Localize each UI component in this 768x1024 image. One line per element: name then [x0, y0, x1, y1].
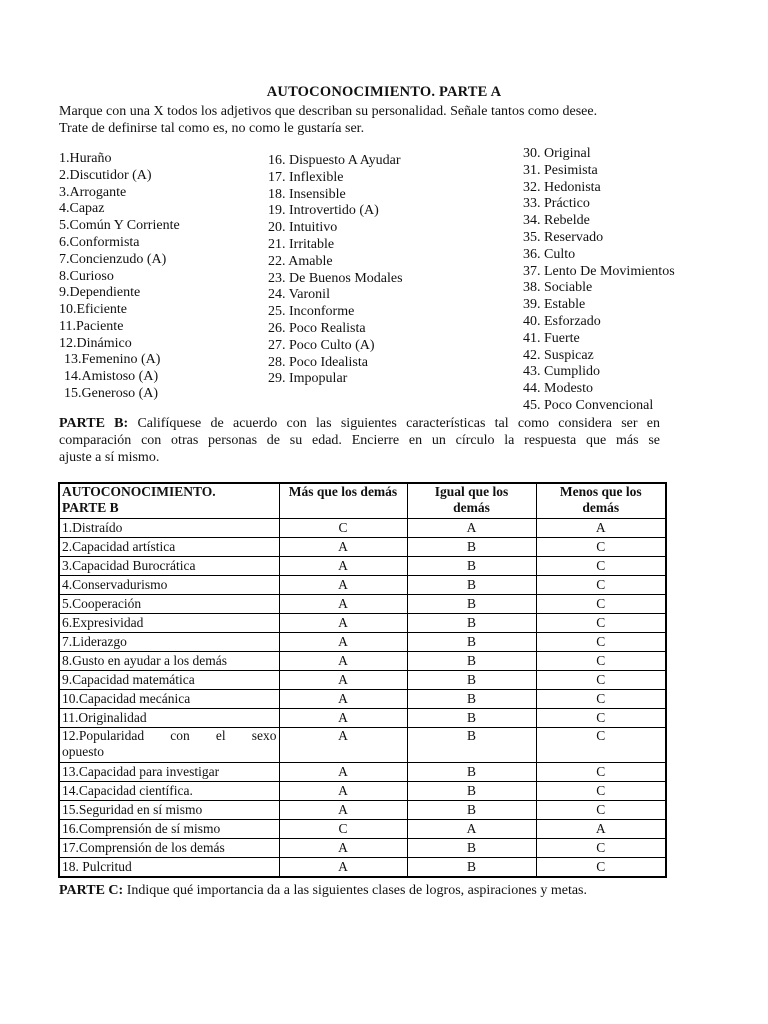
- adjective-item[interactable]: 16. Dispuesto A Ayudar: [268, 153, 401, 168]
- option-more[interactable]: A: [279, 709, 407, 728]
- option-same[interactable]: A: [407, 519, 536, 538]
- adjective-item[interactable]: 43. Cumplido: [523, 364, 601, 380]
- adjective-item[interactable]: 45. Poco Convencional: [523, 397, 654, 413]
- option-less[interactable]: A: [536, 519, 666, 538]
- adjective-item[interactable]: 29. Impopular: [268, 371, 348, 387]
- table-row: [59, 614, 666, 633]
- header-less-than-others: Menos que los demás: [536, 483, 666, 519]
- adjective-item[interactable]: 30. Original: [523, 146, 591, 161]
- option-less[interactable]: C: [536, 652, 666, 671]
- adjective-item[interactable]: 1.Huraño: [59, 151, 112, 166]
- option-less[interactable]: C: [536, 671, 666, 690]
- table-row: [59, 671, 666, 690]
- trait-label: 3.Capacidad Burocrática: [59, 557, 279, 576]
- option-less[interactable]: C: [536, 690, 666, 709]
- adjective-item[interactable]: 22. Amable: [268, 253, 333, 269]
- table-header-row: [59, 483, 666, 519]
- option-less[interactable]: C: [536, 858, 666, 878]
- option-less[interactable]: C: [536, 557, 666, 576]
- header-self-knowledge: AUTOCONOCIMIENTO. PARTE B: [59, 483, 279, 519]
- table-row: [59, 709, 666, 728]
- intro-line-2: Trate de definirse tal como es, no como le gustaría ser.: [59, 121, 365, 136]
- trait-label: 9.Capacidad matemática: [59, 671, 279, 690]
- intro-line-1: Marque con una X todos los adjetivos que describan su personalidad. Señale tantos como desee.: [59, 104, 598, 119]
- option-more[interactable]: A: [279, 858, 407, 878]
- part-b-instructions: [59, 415, 660, 466]
- table-row: [59, 801, 666, 820]
- adjective-item[interactable]: 25. Inconforme: [268, 304, 355, 320]
- part-c-instructions: [59, 882, 709, 899]
- trait-label: 18. Pulcritud: [59, 858, 279, 878]
- adjective-item[interactable]: 38. Sociable: [523, 280, 593, 296]
- part-b-line-3: ajuste a sí mismo.: [59, 450, 160, 465]
- page-title: AUTOCONOCIMIENTO. PARTE A: [266, 84, 502, 100]
- option-more[interactable]: A: [279, 595, 407, 614]
- option-same[interactable]: B: [407, 652, 536, 671]
- trait-label: 8.Gusto en ayudar a los demás: [59, 652, 279, 671]
- adjective-item[interactable]: 34. Rebelde: [523, 213, 590, 229]
- table-row: [59, 690, 666, 709]
- table-row: [59, 557, 666, 576]
- option-more[interactable]: A: [279, 690, 407, 709]
- table-row: [59, 820, 666, 839]
- adjective-item[interactable]: 6.Conformista: [59, 234, 140, 250]
- table-row: [59, 576, 666, 595]
- trait-label: 7.Liderazgo: [59, 633, 279, 652]
- option-same[interactable]: B: [407, 839, 536, 858]
- adjective-item[interactable]: 9.Dependiente: [59, 285, 141, 301]
- option-same[interactable]: B: [407, 595, 536, 614]
- table-row: [59, 652, 666, 671]
- trait-label: 6.Expresividad: [59, 614, 279, 633]
- option-same[interactable]: B: [407, 538, 536, 557]
- table-row: [59, 519, 666, 538]
- option-less[interactable]: A: [536, 820, 666, 839]
- adjective-column-3: [523, 146, 675, 415]
- option-less[interactable]: C: [536, 782, 666, 801]
- trait-label: 11.Originalidad: [59, 709, 279, 728]
- trait-label: 14.Capacidad científica.: [59, 782, 279, 801]
- option-more[interactable]: A: [279, 763, 407, 782]
- table-row: [59, 858, 666, 878]
- adjective-item[interactable]: 28. Poco Idealista: [268, 354, 368, 370]
- table-row: [59, 595, 666, 614]
- option-same[interactable]: A: [407, 820, 536, 839]
- option-same[interactable]: B: [407, 690, 536, 709]
- trait-label: 13.Capacidad para investigar: [59, 763, 279, 782]
- option-same[interactable]: B: [407, 763, 536, 782]
- adjective-item[interactable]: 24. Varonil: [268, 287, 330, 303]
- adjective-column-1b: [64, 352, 160, 402]
- adjective-item[interactable]: 35. Reservado: [523, 229, 604, 245]
- adjective-item[interactable]: 12.Dinámico: [59, 335, 132, 351]
- trait-label: 1.Distraído: [59, 519, 279, 538]
- option-more[interactable]: A: [279, 671, 407, 690]
- option-more[interactable]: A: [279, 614, 407, 633]
- adjective-item[interactable]: 14.Amistoso (A): [64, 368, 159, 384]
- trait-label: 16.Comprensión de sí mismo: [59, 820, 279, 839]
- table-row: [59, 538, 666, 557]
- adjective-item[interactable]: 2.Discutidor (A): [59, 167, 152, 183]
- option-less[interactable]: C: [536, 576, 666, 595]
- option-more[interactable]: A: [279, 633, 407, 652]
- adjective-item[interactable]: 40. Esforzado: [523, 313, 601, 329]
- table-row: [59, 763, 666, 782]
- adjective-item[interactable]: 13.Femenino (A): [64, 352, 161, 367]
- option-less[interactable]: C: [536, 614, 666, 633]
- option-less[interactable]: C: [536, 801, 666, 820]
- option-same[interactable]: B: [407, 801, 536, 820]
- option-more[interactable]: A: [279, 839, 407, 858]
- adjective-item[interactable]: 8.Curioso: [59, 268, 114, 284]
- option-more[interactable]: A: [279, 538, 407, 557]
- adjective-item[interactable]: 20. Intuitivo: [268, 220, 338, 236]
- adjective-item[interactable]: 44. Modesto: [523, 381, 593, 397]
- part-c-text: Indique qué importancia da a las siguientes clases de logros, aspiraciones y metas.: [126, 883, 588, 898]
- trait-label: 12.Popularidad con el sexo opuesto: [59, 728, 279, 763]
- trait-label: 15.Seguridad en sí mismo: [59, 801, 279, 820]
- part-c-label: PARTE C:: [59, 883, 124, 898]
- adjective-item[interactable]: 19. Introvertido (A): [268, 203, 379, 219]
- adjective-item[interactable]: 7.Concienzudo (A): [59, 251, 167, 267]
- trait-label: 2.Capacidad artística: [59, 538, 279, 557]
- adjective-item[interactable]: 15.Generoso (A): [64, 385, 159, 401]
- adjective-item[interactable]: 41. Fuerte: [523, 330, 580, 346]
- adjective-item[interactable]: 27. Poco Culto (A): [268, 337, 375, 353]
- option-less[interactable]: C: [536, 633, 666, 652]
- option-less[interactable]: C: [536, 763, 666, 782]
- adjective-item[interactable]: 18. Insensible: [268, 186, 346, 202]
- adjective-item[interactable]: 33. Práctico: [523, 196, 590, 212]
- adjective-item[interactable]: 31. Pesimista: [523, 162, 598, 178]
- table-row: [59, 728, 666, 763]
- header-more-than-others: Más que los demás: [279, 483, 407, 519]
- trait-label: 10.Capacidad mecánica: [59, 690, 279, 709]
- option-same[interactable]: B: [407, 633, 536, 652]
- option-more[interactable]: C: [279, 519, 407, 538]
- option-less[interactable]: C: [536, 709, 666, 728]
- header-same-as-others: Igual que los demás: [407, 483, 536, 519]
- option-same[interactable]: B: [407, 709, 536, 728]
- table-row: [59, 633, 666, 652]
- option-less[interactable]: C: [536, 538, 666, 557]
- adjective-item[interactable]: 4.Capaz: [59, 201, 105, 217]
- adjective-item[interactable]: 10.Eficiente: [59, 302, 128, 318]
- part-b-line-1: Califíquese de acuerdo con las siguientes características tal como considera ser en: [137, 416, 661, 431]
- adjective-item[interactable]: 26. Poco Realista: [268, 320, 366, 336]
- adjective-item[interactable]: 23. De Buenos Modales: [268, 270, 403, 286]
- option-more[interactable]: A: [279, 576, 407, 595]
- adjective-item[interactable]: 21. Irritable: [268, 236, 335, 252]
- adjective-item[interactable]: 37. Lento De Movimientos: [523, 263, 675, 279]
- option-same[interactable]: B: [407, 728, 536, 763]
- part-b-line-2: comparación con otras personas de su edad. Encierre en un círculo la respuesta que más se: [59, 433, 660, 448]
- option-same[interactable]: B: [407, 782, 536, 801]
- option-more[interactable]: A: [279, 652, 407, 671]
- option-more[interactable]: A: [279, 782, 407, 801]
- option-same[interactable]: B: [407, 671, 536, 690]
- option-more[interactable]: C: [279, 820, 407, 839]
- option-same[interactable]: B: [407, 557, 536, 576]
- adjective-column-1: [59, 151, 180, 353]
- trait-label: 4.Conservadurismo: [59, 576, 279, 595]
- option-less[interactable]: C: [536, 839, 666, 858]
- adjective-item[interactable]: 32. Hedonista: [523, 179, 601, 195]
- adjective-item[interactable]: 11.Paciente: [59, 318, 124, 334]
- self-rating-table: [58, 482, 667, 878]
- option-more[interactable]: A: [279, 801, 407, 820]
- option-same[interactable]: B: [407, 576, 536, 595]
- adjective-item[interactable]: 42. Suspicaz: [523, 347, 594, 363]
- trait-label: 5.Cooperación: [59, 595, 279, 614]
- table-row: [59, 839, 666, 858]
- option-less[interactable]: C: [536, 595, 666, 614]
- option-more[interactable]: A: [279, 728, 407, 763]
- part-b-label: PARTE B:: [59, 416, 129, 431]
- option-less[interactable]: C: [536, 728, 666, 763]
- adjective-item[interactable]: 3.Arrogante: [59, 184, 127, 200]
- trait-label: 17.Comprensión de los demás: [59, 839, 279, 858]
- option-more[interactable]: A: [279, 557, 407, 576]
- table-row: [59, 782, 666, 801]
- option-same[interactable]: B: [407, 858, 536, 878]
- option-same[interactable]: B: [407, 614, 536, 633]
- adjective-item[interactable]: 39. Estable: [523, 297, 586, 313]
- adjective-column-2: [268, 153, 403, 388]
- adjective-item[interactable]: 17. Inflexible: [268, 169, 344, 185]
- adjective-item[interactable]: 36. Culto: [523, 246, 576, 262]
- adjective-item[interactable]: 5.Común Y Corriente: [59, 218, 180, 234]
